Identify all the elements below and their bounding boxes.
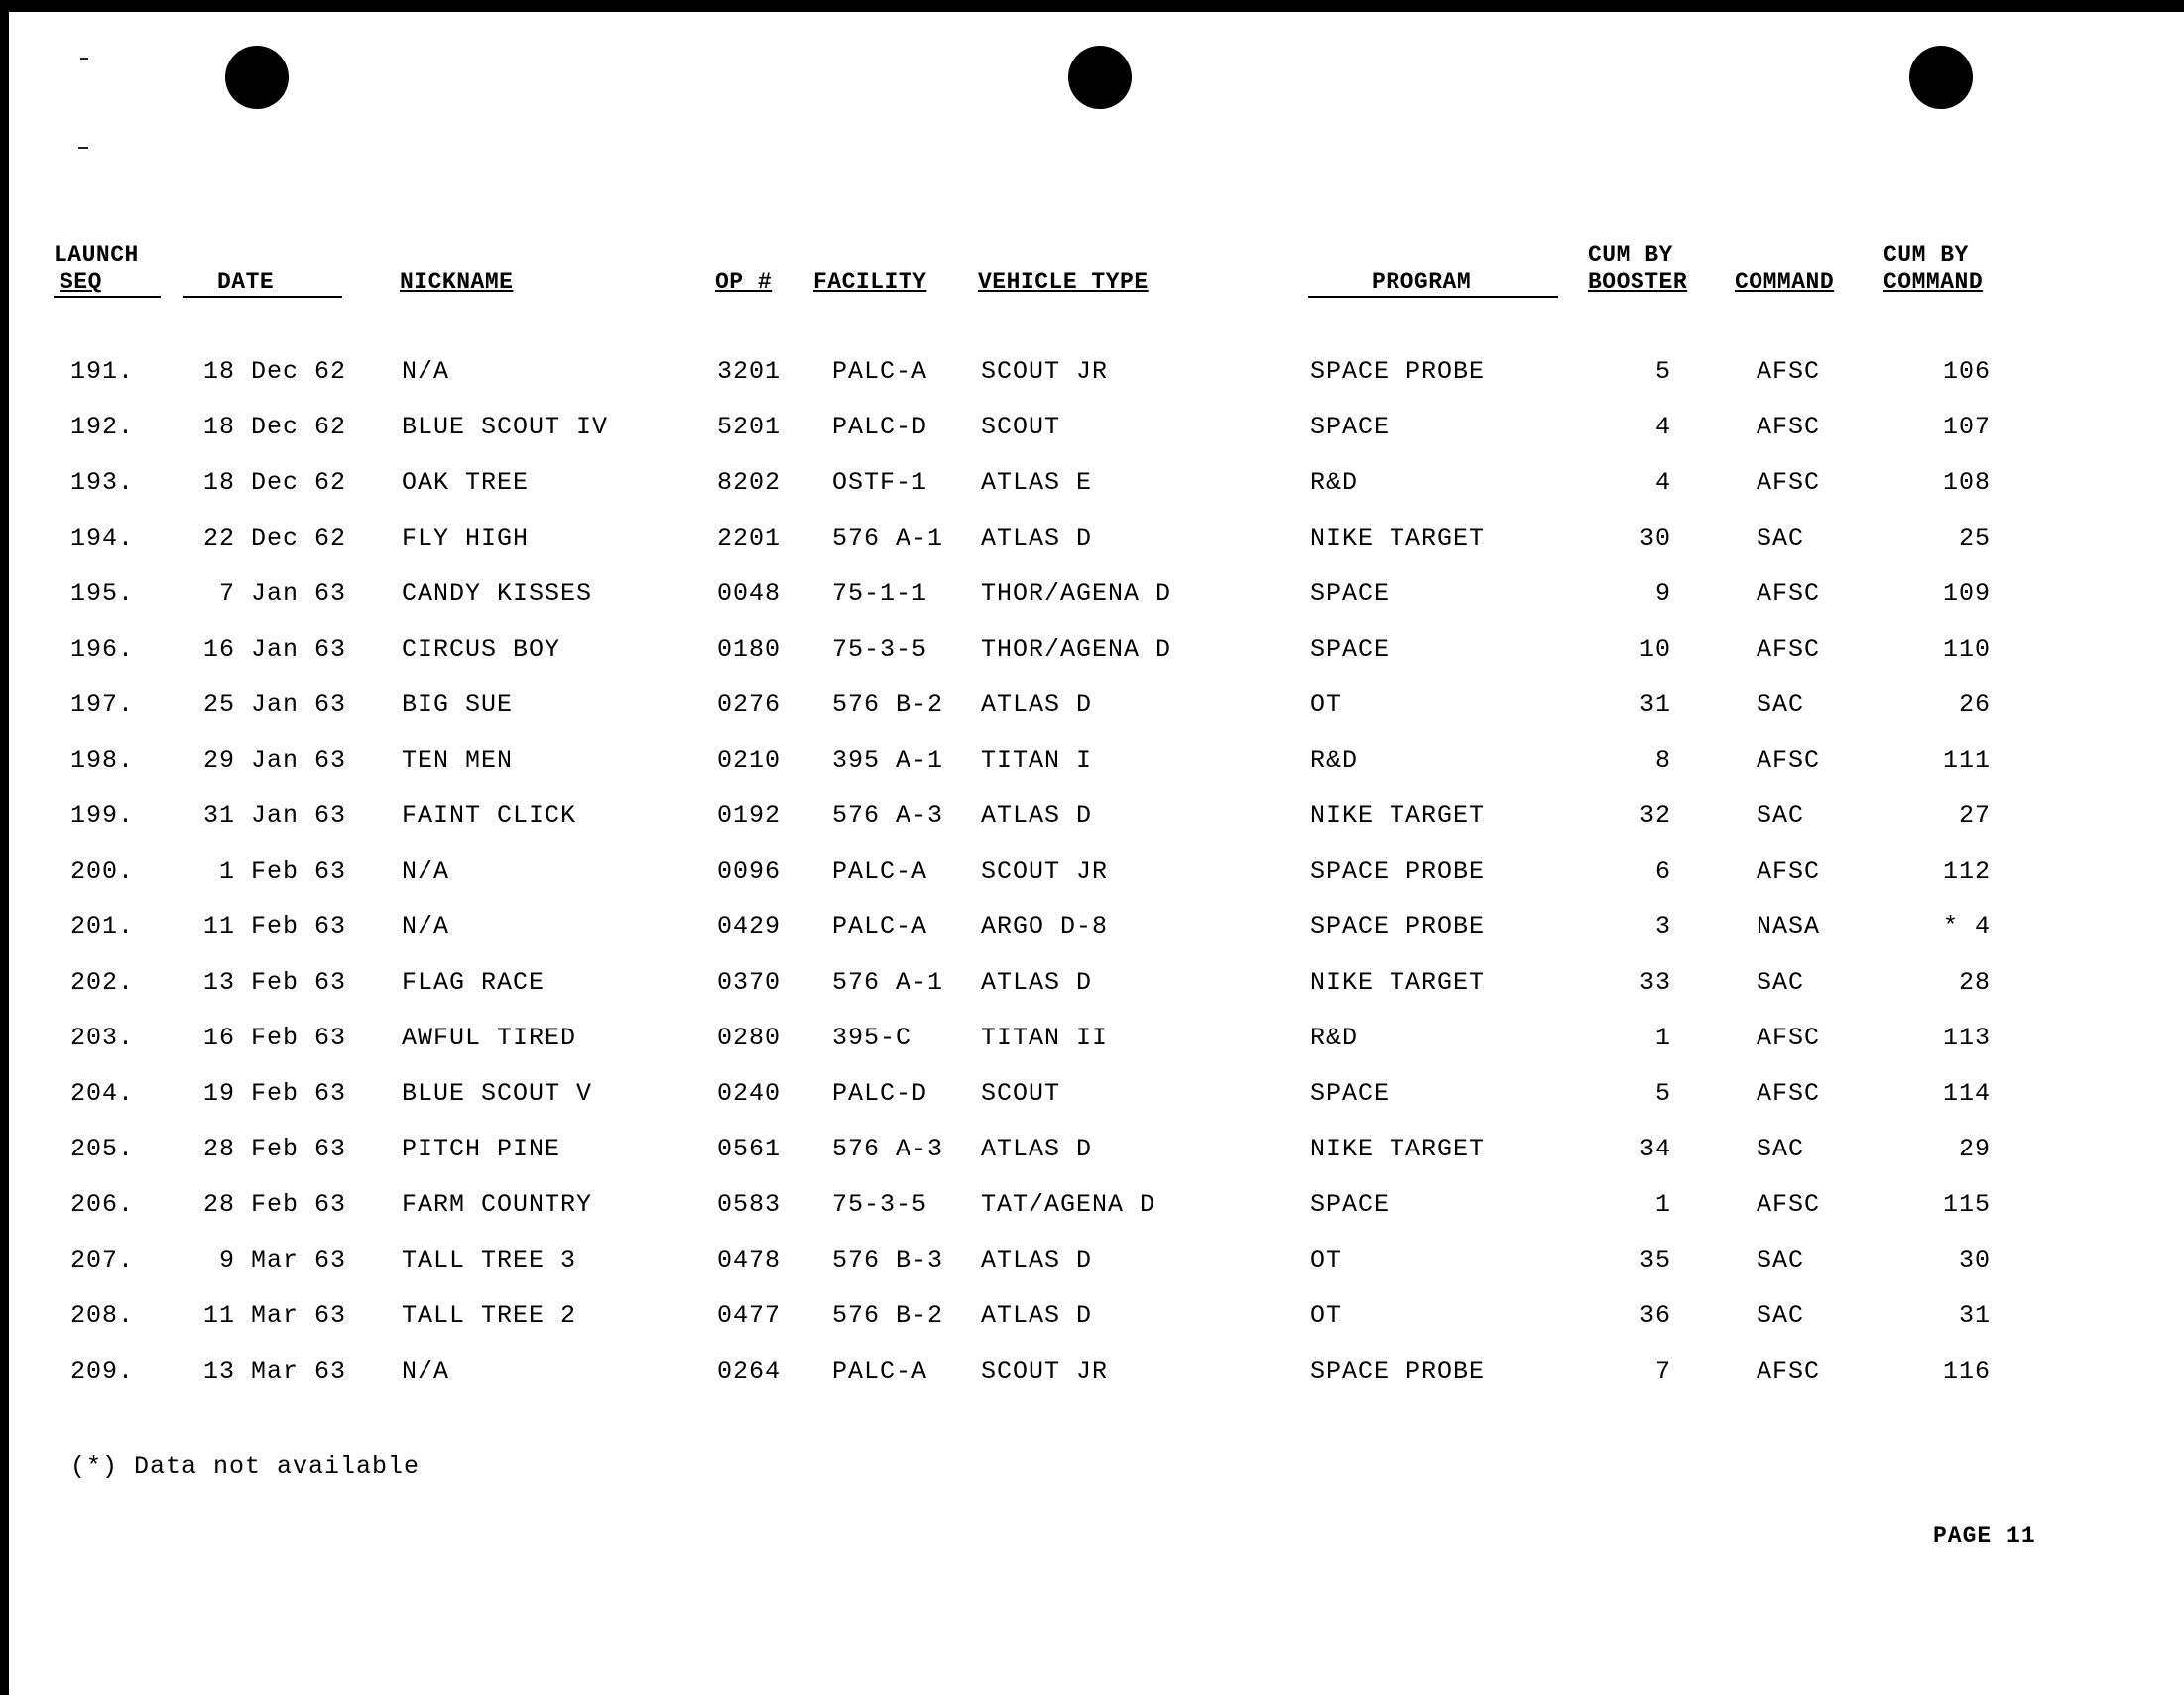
cell-facility: 576 B-3: [832, 1246, 944, 1274]
cell-command: AFSC: [1757, 579, 1821, 608]
binder-hole: [1909, 46, 1973, 109]
cell-op-number: 0478: [717, 1246, 782, 1274]
cell-program: R&D: [1310, 1024, 1359, 1052]
cell-cum-by-command: 30: [1958, 1246, 1991, 1274]
cell-facility: PALC-D: [832, 1079, 928, 1108]
cell-launch-seq: 203.: [70, 1024, 135, 1052]
cell-op-number: 0180: [717, 635, 782, 664]
cell-launch-seq: 197.: [70, 690, 135, 719]
cell-program: SPACE PROBE: [1310, 1357, 1486, 1386]
cell-facility: 576 B-2: [832, 1301, 944, 1330]
cell-vehicle-type: TAT/AGENA D: [981, 1190, 1156, 1219]
cell-program: NIKE TARGET: [1310, 968, 1486, 997]
cell-command: SAC: [1757, 524, 1805, 552]
cell-launch-seq: 209.: [70, 1357, 135, 1386]
cell-date: 11 Feb 63: [202, 912, 346, 941]
cell-facility: PALC-A: [832, 857, 928, 886]
table-row: [9, 801, 2184, 857]
header-cum-by-booster: CUM BY BOOSTER: [1588, 242, 1688, 295]
launch-table: [9, 357, 2184, 1412]
cell-launch-seq: 199.: [70, 801, 135, 830]
cell-cum-by-booster: 4: [1654, 468, 1671, 497]
cell-op-number: 3201: [717, 357, 782, 386]
cell-date: 18 Dec 62: [202, 413, 346, 441]
cell-nickname: FAINT CLICK: [402, 801, 577, 830]
table-row: [9, 912, 2184, 968]
cell-op-number: 0264: [717, 1357, 782, 1386]
cell-date: 18 Dec 62: [202, 357, 346, 386]
cell-cum-by-booster: 5: [1654, 1079, 1671, 1108]
cell-launch-seq: 195.: [70, 579, 135, 608]
cell-cum-by-booster: 7: [1654, 1357, 1671, 1386]
cell-date: 7 Jan 63: [218, 579, 346, 608]
cell-nickname: FLY HIGH: [402, 524, 530, 552]
scan-speck: [78, 147, 88, 149]
cell-cum-by-command: 106: [1942, 357, 1991, 386]
cell-program: R&D: [1310, 468, 1359, 497]
header-command: COMMAND: [1735, 269, 1835, 295]
cell-launch-seq: 191.: [70, 357, 135, 386]
cell-command: AFSC: [1757, 635, 1821, 664]
cell-nickname: OAK TREE: [402, 468, 530, 497]
cell-cum-by-booster: 36: [1638, 1301, 1671, 1330]
cell-program: NIKE TARGET: [1310, 524, 1486, 552]
cell-date: 9 Mar 63: [218, 1246, 346, 1274]
cell-vehicle-type: ATLAS D: [981, 690, 1093, 719]
cell-op-number: 0583: [717, 1190, 782, 1219]
cell-program: SPACE PROBE: [1310, 912, 1486, 941]
cell-date: 28 Feb 63: [202, 1135, 346, 1163]
table-row: [9, 579, 2184, 635]
cell-cum-by-booster: 1: [1654, 1024, 1671, 1052]
table-row: [9, 468, 2184, 524]
header-underline: [1308, 296, 1558, 298]
cell-launch-seq: 198.: [70, 746, 135, 775]
cell-cum-by-command: * 4: [1942, 912, 1991, 941]
cell-nickname: N/A: [402, 1357, 450, 1386]
cell-nickname: AWFUL TIRED: [402, 1024, 577, 1052]
cell-vehicle-type: ATLAS D: [981, 524, 1093, 552]
cell-cum-by-booster: 30: [1638, 524, 1671, 552]
cell-date: 31 Jan 63: [202, 801, 346, 830]
cell-date: 11 Mar 63: [202, 1301, 346, 1330]
cell-program: NIKE TARGET: [1310, 801, 1486, 830]
cell-cum-by-booster: 32: [1638, 801, 1671, 830]
cell-nickname: TALL TREE 2: [402, 1301, 577, 1330]
cell-vehicle-type: THOR/AGENA D: [981, 579, 1172, 608]
header-program: PROGRAM: [1372, 269, 1472, 295]
cell-cum-by-command: 115: [1942, 1190, 1991, 1219]
cell-cum-by-booster: 8: [1654, 746, 1671, 775]
header-nickname: NICKNAME: [400, 269, 514, 295]
cell-nickname: FLAG RACE: [402, 968, 546, 997]
footnote: (*) Data not available: [70, 1452, 421, 1481]
table-row: [9, 413, 2184, 468]
cell-command: SAC: [1757, 1246, 1805, 1274]
cell-launch-seq: 201.: [70, 912, 135, 941]
cell-vehicle-type: ARGO D-8: [981, 912, 1109, 941]
cell-vehicle-type: SCOUT JR: [981, 1357, 1109, 1386]
cell-command: AFSC: [1757, 746, 1821, 775]
cell-command: SAC: [1757, 1135, 1805, 1163]
cell-program: R&D: [1310, 746, 1359, 775]
cell-launch-seq: 204.: [70, 1079, 135, 1108]
header-cum-by-command: CUM BY COMMAND: [1883, 242, 1984, 295]
cell-facility: 75-1-1: [832, 579, 928, 608]
table-row: [9, 746, 2184, 801]
cell-vehicle-type: ATLAS D: [981, 1246, 1093, 1274]
cell-cum-by-command: 31: [1958, 1301, 1991, 1330]
cell-date: 16 Feb 63: [202, 1024, 346, 1052]
cell-date: 29 Jan 63: [202, 746, 346, 775]
table-row: [9, 968, 2184, 1024]
table-row: [9, 357, 2184, 413]
cell-date: 28 Feb 63: [202, 1190, 346, 1219]
cell-cum-by-command: 29: [1958, 1135, 1991, 1163]
cell-command: AFSC: [1757, 1190, 1821, 1219]
cell-cum-by-command: 27: [1958, 801, 1991, 830]
cell-facility: PALC-A: [832, 1357, 928, 1386]
cell-date: 19 Feb 63: [202, 1079, 346, 1108]
cell-vehicle-type: THOR/AGENA D: [981, 635, 1172, 664]
cell-launch-seq: 206.: [70, 1190, 135, 1219]
cell-command: AFSC: [1757, 857, 1821, 886]
cell-command: AFSC: [1757, 413, 1821, 441]
cell-launch-seq: 200.: [70, 857, 135, 886]
cell-cum-by-command: 116: [1942, 1357, 1991, 1386]
table-row: [9, 1246, 2184, 1301]
cell-op-number: 0096: [717, 857, 782, 886]
cell-date: 13 Mar 63: [202, 1357, 346, 1386]
cell-op-number: 0280: [717, 1024, 782, 1052]
cell-vehicle-type: ATLAS D: [981, 968, 1093, 997]
cell-program: OT: [1310, 690, 1343, 719]
cell-op-number: 0477: [717, 1301, 782, 1330]
cell-facility: 75-3-5: [832, 635, 928, 664]
cell-cum-by-command: 108: [1942, 468, 1991, 497]
cell-facility: 576 A-3: [832, 801, 944, 830]
cell-op-number: 0210: [717, 746, 782, 775]
cell-program: SPACE: [1310, 1190, 1391, 1219]
cell-cum-by-booster: 10: [1638, 635, 1671, 664]
cell-op-number: 0561: [717, 1135, 782, 1163]
cell-cum-by-booster: 33: [1638, 968, 1671, 997]
cell-vehicle-type: SCOUT: [981, 1079, 1061, 1108]
cell-cum-by-booster: 35: [1638, 1246, 1671, 1274]
cell-launch-seq: 207.: [70, 1246, 135, 1274]
cell-command: AFSC: [1757, 468, 1821, 497]
scan-speck: [80, 58, 88, 60]
cell-facility: OSTF-1: [832, 468, 928, 497]
cell-command: NASA: [1757, 912, 1821, 941]
header-facility: FACILITY: [813, 269, 927, 295]
header-underline: [54, 296, 161, 298]
cell-op-number: 0240: [717, 1079, 782, 1108]
cell-program: SPACE: [1310, 1079, 1391, 1108]
cell-command: SAC: [1757, 968, 1805, 997]
cell-op-number: 0370: [717, 968, 782, 997]
cell-op-number: 0276: [717, 690, 782, 719]
cell-cum-by-booster: 3: [1654, 912, 1671, 941]
cell-op-number: 2201: [717, 524, 782, 552]
cell-facility: PALC-A: [832, 912, 928, 941]
cell-command: AFSC: [1757, 357, 1821, 386]
cell-program: OT: [1310, 1246, 1343, 1274]
cell-program: OT: [1310, 1301, 1343, 1330]
cell-nickname: CANDY KISSES: [402, 579, 593, 608]
cell-facility: 576 A-1: [832, 968, 944, 997]
table-row: [9, 857, 2184, 912]
cell-launch-seq: 194.: [70, 524, 135, 552]
header-date: DATE: [217, 269, 275, 295]
table-row: [9, 1357, 2184, 1412]
cell-facility: PALC-A: [832, 357, 928, 386]
cell-command: SAC: [1757, 1301, 1805, 1330]
cell-launch-seq: 202.: [70, 968, 135, 997]
cell-nickname: BLUE SCOUT IV: [402, 413, 609, 441]
cell-command: SAC: [1757, 690, 1805, 719]
binder-hole: [1068, 46, 1132, 109]
cell-cum-by-command: 26: [1958, 690, 1991, 719]
cell-vehicle-type: SCOUT JR: [981, 857, 1109, 886]
cell-op-number: 8202: [717, 468, 782, 497]
cell-nickname: TALL TREE 3: [402, 1246, 577, 1274]
table-row: [9, 1135, 2184, 1190]
cell-cum-by-booster: 1: [1654, 1190, 1671, 1219]
cell-program: SPACE PROBE: [1310, 857, 1486, 886]
cell-date: 22 Dec 62: [202, 524, 346, 552]
cell-launch-seq: 193.: [70, 468, 135, 497]
cell-program: SPACE: [1310, 635, 1391, 664]
cell-cum-by-booster: 31: [1638, 690, 1671, 719]
cell-vehicle-type: TITAN II: [981, 1024, 1109, 1052]
cell-cum-by-command: 110: [1942, 635, 1991, 664]
cell-date: 1 Feb 63: [218, 857, 346, 886]
cell-nickname: BIG SUE: [402, 690, 514, 719]
cell-launch-seq: 192.: [70, 413, 135, 441]
cell-launch-seq: 205.: [70, 1135, 135, 1163]
table-row: [9, 635, 2184, 690]
cell-op-number: 0429: [717, 912, 782, 941]
cell-date: 13 Feb 63: [202, 968, 346, 997]
cell-facility: 576 B-2: [832, 690, 944, 719]
cell-nickname: FARM COUNTRY: [402, 1190, 593, 1219]
cell-nickname: N/A: [402, 912, 450, 941]
document-page: [9, 12, 2184, 1695]
cell-nickname: BLUE SCOUT V: [402, 1079, 593, 1108]
cell-nickname: CIRCUS BOY: [402, 635, 561, 664]
cell-program: SPACE: [1310, 413, 1391, 441]
cell-cum-by-command: 113: [1942, 1024, 1991, 1052]
cell-vehicle-type: TITAN I: [981, 746, 1093, 775]
table-row: [9, 1079, 2184, 1135]
cell-date: 25 Jan 63: [202, 690, 346, 719]
cell-launch-seq: 208.: [70, 1301, 135, 1330]
cell-command: SAC: [1757, 801, 1805, 830]
cell-program: NIKE TARGET: [1310, 1135, 1486, 1163]
cell-cum-by-booster: 5: [1654, 357, 1671, 386]
cell-cum-by-booster: 6: [1654, 857, 1671, 886]
header-op-number: OP #: [715, 269, 773, 295]
cell-vehicle-type: ATLAS E: [981, 468, 1093, 497]
cell-command: AFSC: [1757, 1357, 1821, 1386]
binder-hole: [225, 46, 289, 109]
cell-op-number: 0048: [717, 579, 782, 608]
cell-facility: 75-3-5: [832, 1190, 928, 1219]
cell-vehicle-type: ATLAS D: [981, 1301, 1093, 1330]
cell-date: 16 Jan 63: [202, 635, 346, 664]
cell-nickname: N/A: [402, 857, 450, 886]
cell-command: AFSC: [1757, 1079, 1821, 1108]
cell-vehicle-type: SCOUT JR: [981, 357, 1109, 386]
cell-nickname: N/A: [402, 357, 450, 386]
cell-nickname: PITCH PINE: [402, 1135, 561, 1163]
table-row: [9, 690, 2184, 746]
cell-op-number: 0192: [717, 801, 782, 830]
table-row: [9, 524, 2184, 579]
cell-op-number: 5201: [717, 413, 782, 441]
table-row: [9, 1301, 2184, 1357]
header-underline: [183, 296, 342, 298]
table-row: [9, 1024, 2184, 1079]
page-number: PAGE 11: [1933, 1523, 2036, 1549]
cell-cum-by-command: 111: [1942, 746, 1991, 775]
cell-program: SPACE: [1310, 579, 1391, 608]
cell-cum-by-command: 114: [1942, 1079, 1991, 1108]
cell-facility: 576 A-1: [832, 524, 944, 552]
cell-command: AFSC: [1757, 1024, 1821, 1052]
cell-program: SPACE PROBE: [1310, 357, 1486, 386]
cell-cum-by-command: 109: [1942, 579, 1991, 608]
cell-date: 18 Dec 62: [202, 468, 346, 497]
cell-facility: 395-C: [832, 1024, 912, 1052]
header-vehicle-type: VEHICLE TYPE: [978, 269, 1149, 295]
cell-vehicle-type: ATLAS D: [981, 1135, 1093, 1163]
cell-launch-seq: 196.: [70, 635, 135, 664]
cell-cum-by-booster: 9: [1654, 579, 1671, 608]
cell-facility: 395 A-1: [832, 746, 944, 775]
cell-facility: 576 A-3: [832, 1135, 944, 1163]
cell-cum-by-booster: 4: [1654, 413, 1671, 441]
cell-cum-by-booster: 34: [1638, 1135, 1671, 1163]
cell-vehicle-type: ATLAS D: [981, 801, 1093, 830]
cell-cum-by-command: 28: [1958, 968, 1991, 997]
cell-vehicle-type: SCOUT: [981, 413, 1061, 441]
cell-cum-by-command: 107: [1942, 413, 1991, 441]
cell-cum-by-command: 25: [1958, 524, 1991, 552]
cell-facility: PALC-D: [832, 413, 928, 441]
header-launch-seq: LAUNCH SEQ: [54, 242, 139, 295]
table-row: [9, 1190, 2184, 1246]
cell-cum-by-command: 112: [1942, 857, 1991, 886]
cell-nickname: TEN MEN: [402, 746, 514, 775]
